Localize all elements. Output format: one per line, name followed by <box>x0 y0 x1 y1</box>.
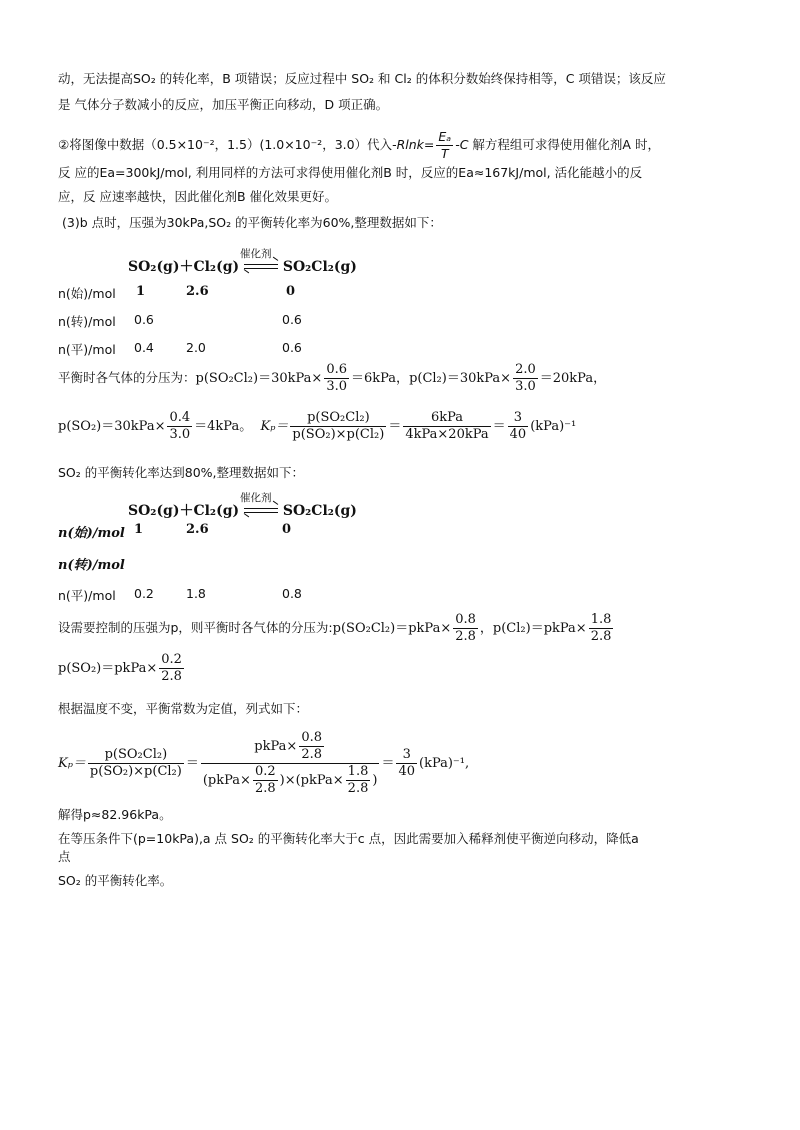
part4-intro: SO₂ 的平衡转化率达到80%,整理数据如下： <box>58 465 305 480</box>
row1-b: 2.6 <box>186 284 209 299</box>
kp-calculation-1: p(SO₂)＝30kPa× $\frac{0.4}{3.0}$ ＝4kPa。 Kₚ＝ $\frac{\text{p(SO₂Cl₂)}}{\text{p(SO₂)×p(Cl₂)}}$ ＝ $\frac{\text{6kPa}}{\text{4kPa×20kPa}}$ ＝ $\frac{3}{40}$ (kPa)⁻¹ <box>58 410 577 442</box>
row3-c: 0.8 <box>282 586 302 601</box>
row1-a: 1 <box>136 284 146 299</box>
kp-calculation-2: Kₚ＝ $\frac{\text{p(SO₂Cl₂)}}{\text{p(SO₂)×p(Cl₂)}}$ ＝ pkPa× $\frac{0.8}{2.8}$ (pkPa× $\frac{0.2}{2.8}$ )×(pkPa× $\frac{1.8}{2.8}$ ) ＝ $\frac{3}{40}$ (kPa)⁻¹, <box>58 730 470 796</box>
conclusion-line2: 点 <box>58 849 71 864</box>
conclusion-line1: 在等压条件下(p=10kPa),a 点 SO₂ 的平衡转化率大于c 点，因此需要加入稀释剂使平衡逆向移动，降低a <box>58 831 639 846</box>
equilibrium-arrow-icon: 催化剂 <box>244 261 278 273</box>
row1-b: 2.6 <box>186 522 209 537</box>
para2-suffix: 解方程组可求得使用催化剂A 时， <box>468 137 660 152</box>
fraction: $\frac{\text{6kPa}}{\text{4kPa×20kPa}}$ <box>405 410 489 442</box>
row2-a: 0.6 <box>134 312 154 327</box>
row2-c: 0.6 <box>282 312 302 327</box>
row3-a: 0.4 <box>134 340 154 355</box>
compound-fraction: pkPa× $\frac{0.8}{2.8}$ (pkPa× $\frac{0.2}{2.8}$ )×(pkPa× $\frac{1.8}{2.8}$ ) <box>202 730 378 796</box>
fraction: $\frac{\text{p(SO₂Cl₂)}}{\text{p(SO₂)×p(Cl₂)}}$ <box>89 747 182 779</box>
partial-pressure-line-2: 设需要控制的压强为p，则平衡时各气体的分压为:p(SO₂Cl₂)＝pkPa× $\frac{0.8}{2.8}$ ，p(Cl₂)＝pkPa× $\frac{1.8}{2.8}$ <box>58 612 612 644</box>
row3-b: 2.0 <box>186 340 206 355</box>
row1-c: 0 <box>286 284 296 299</box>
reaction-equation-2: SO₂(g)＋Cl₂(g) 催化剂 SO₂Cl₂(g) <box>128 492 357 519</box>
fraction: $\frac{\text{p(SO₂Cl₂)}}{\text{p(SO₂)×p(Cl₂)}}$ <box>292 410 385 442</box>
fraction: $\frac{2.0}{3.0}$ <box>515 362 536 394</box>
row3-c: 0.6 <box>282 340 302 355</box>
ea-over-t-fraction: $\frac{\text{Eₐ}}{T}$ <box>438 129 452 161</box>
fraction: $\frac{1.8}{2.8}$ <box>590 612 612 644</box>
row2-label: n(转)/mol <box>58 558 125 573</box>
row3-a: 0.2 <box>134 586 154 601</box>
fraction: $\frac{1.8}{2.8}$ <box>347 764 369 796</box>
partial-pressure-line-1: 平衡时各气体的分压为：p(SO₂Cl₂)＝30kPa× $\frac{0.6}{3.0}$ ＝6kPa，p(Cl₂)＝30kPa× $\frac{2.0}{3.0}$ ＝20kPa， <box>58 362 607 394</box>
row2-label: n(转)/mol <box>58 314 116 329</box>
fraction: $\frac{0.8}{2.8}$ <box>455 612 476 644</box>
para1-line2: 是 气体分子数减小的反应，加压平衡正向移动，D 项正确。 <box>58 97 389 112</box>
fraction: $\frac{3}{40}$ <box>509 410 527 442</box>
equals: = <box>423 137 435 152</box>
partial-pressure-so2-line: p(SO₂)＝pkPa× $\frac{0.2}{2.8}$ <box>58 652 182 684</box>
row1-c: 0 <box>282 522 292 537</box>
fraction: $\frac{0.6}{3.0}$ <box>326 362 347 394</box>
equilibrium-arrow-icon: 催化剂 <box>244 505 278 517</box>
reaction-equation-1: SO₂(g)＋Cl₂(g) 催化剂 SO₂Cl₂(g) <box>128 248 357 275</box>
fraction: $\frac{0.2}{2.8}$ <box>161 652 182 684</box>
row3-b: 1.8 <box>186 586 206 601</box>
fraction: $\frac{0.8}{2.8}$ <box>301 730 322 762</box>
fraction: $\frac{0.4}{3.0}$ <box>169 410 191 442</box>
part3-intro: (3)b 点时，压强为30kPa,SO₂ 的平衡转化率为60%,整理数据如下： <box>62 215 442 230</box>
fraction: $\frac{0.2}{2.8}$ <box>254 764 276 796</box>
row3-label: n(平)/mol <box>58 342 116 357</box>
rlnk-term: Rlnk <box>396 137 424 152</box>
fraction: $\frac{3}{40}$ <box>398 747 415 779</box>
conclusion-line3: SO₂ 的平衡转化率。 <box>58 873 173 888</box>
para2-line3: 应，反 应速率越快，因此催化剂B 催化效果更好。 <box>58 189 338 204</box>
para2-line2: 反 应的Ea=300kJ/mol, 利用同样的方法可求得使用催化剂B 时，反应的Ea≈167kJ/mol, 活化能越小的反 <box>58 165 643 180</box>
solve-result: 解得p≈82.96kPa。 <box>58 807 172 822</box>
row1-a: 1 <box>134 522 144 537</box>
row1-label: n(始)/mol <box>58 526 125 541</box>
minus-c: -C <box>455 137 469 152</box>
para2-line1 <box>58 128 660 162</box>
para1-line1: 动，无法提高SO₂ 的转化率，B 项错误；反应过程中 SO₂ 和 Cl₂ 的体积分数始终保持相等，C 项错误；该反应 <box>58 71 666 86</box>
row3-label: n(平)/mol <box>58 588 116 603</box>
constant-note: 根据温度不变，平衡常数为定值，列式如下： <box>58 701 309 716</box>
row1-label: n(始)/mol <box>58 286 116 301</box>
para2-prefix: ②将图像中数据（0.5×10⁻²，1.5）(1.0×10⁻²，3.0）代入- <box>58 137 397 152</box>
